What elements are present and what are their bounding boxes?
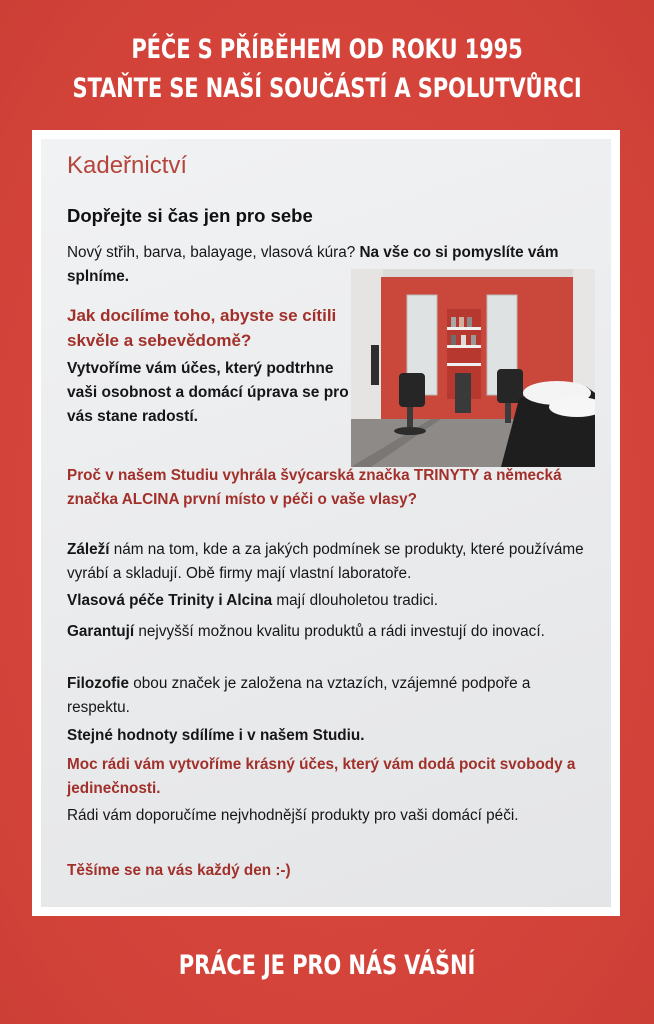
footer-slogan: PRÁCE JE PRO NÁS VÁŠNÍ [178,950,476,981]
p1-lead: Záleží [67,541,110,558]
flyer-card [32,130,620,916]
paragraph-5: Stejné hodnoty sdílíme i v našem Studiu. [67,727,365,744]
p3-text: nejvyšší možnou kvalitu produktů a rádi investují do inovací. [134,623,545,640]
paragraph-1 [67,538,587,586]
paragraph-7: Rádi vám doporučíme nejvhodnější produkty pro vaši domácí péči. [67,807,519,824]
salon-photo [351,269,595,467]
p2-text: mají dlouholetou tradici. [272,592,438,609]
p2-lead: Vlasová péče Trinity i Alcina [67,592,273,609]
answer-paragraph: Vytvoříme vám účes, který podtrhne vaši osobnost a domácí úprava se pro vás stane radostí. [67,360,349,425]
flyer-paper [41,139,611,907]
p3-lead: Garantují [67,623,135,640]
intro-bold: Na vše co si pomyslíte vám splníme. [67,244,559,285]
why-heading: Proč v našem Studiu vyhrála švýcarská značka TRINYTY a německá značka ALCINA první místo v péči o vaše vlasy? [67,467,562,508]
header-line-1: PÉČE S PŘÍBĚHEM OD ROKU 1995 [131,34,523,65]
header-line-2: STAŇTE SE NAŠÍ SOUČÁSTÍ A SPOLUTVŮRCI [72,73,582,104]
paragraph-3 [67,620,587,644]
p4-lead: Filozofie [67,675,130,692]
closing-line: Těšíme se na vás každý den :-) [67,862,291,879]
paragraph-4 [67,672,587,720]
question-heading: Jak docílíme toho, abyste se cítili skvěle a sebevědomě? [67,306,337,350]
intro-plain: Nový střih, barva, balayage, vlasová kúra? [67,244,360,261]
paragraph-2 [67,589,587,613]
brand-title: Kadeřnictví [67,152,188,179]
paragraph-6: Moc rádi vám vytvoříme krásný účes, který vám dodá pocit svobody a jedinečnosti. [67,756,576,797]
p4-text: obou značek je založena na vztazích, vzájemné podpoře a respektu. [67,675,531,716]
salon-interior-illustration [351,269,595,467]
p1-text: nám na tom, kde a za jakých podmínek se produkty, které používáme vyrábí a skladují. Obě firmy mají vlastní laboratoře. [67,541,584,582]
tagline: Dopřejte si čas jen pro sebe [67,205,313,226]
